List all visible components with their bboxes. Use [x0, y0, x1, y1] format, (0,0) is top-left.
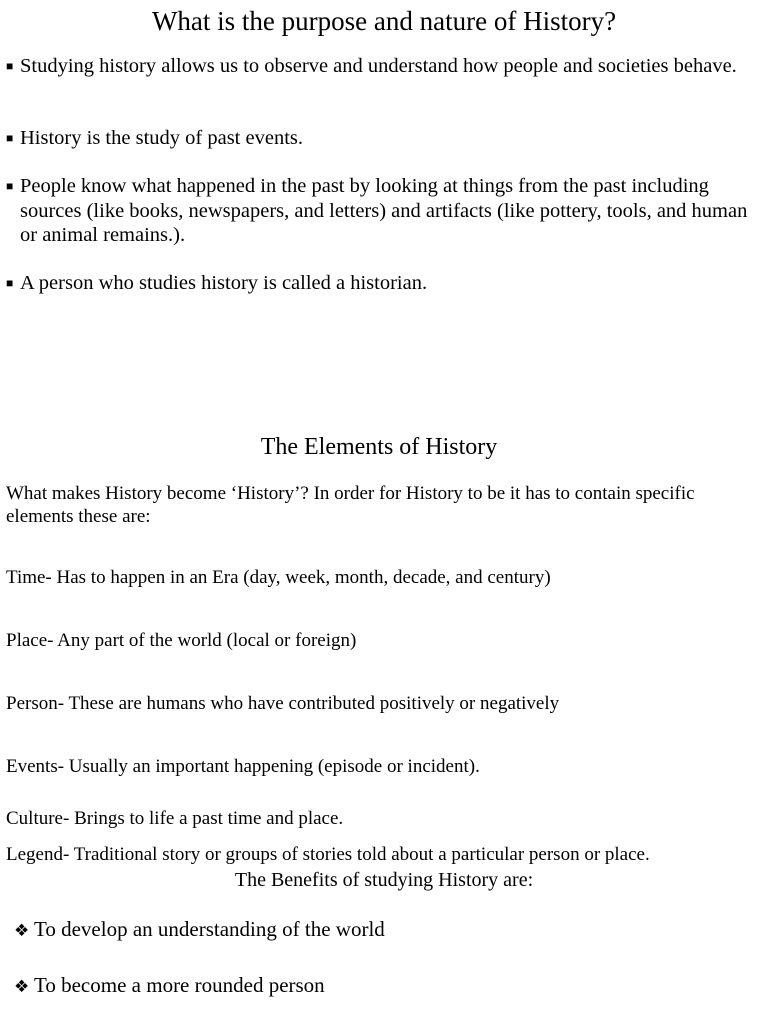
- element-person: Person- These are humans who have contributed positively or negatively: [6, 693, 560, 714]
- element-place: Place- Any part of the world (local or foreign): [6, 630, 357, 651]
- list-item: [6, 174, 756, 248]
- element-events: Events- Usually an important happening (episode or incident).: [6, 756, 480, 777]
- bullet-text: Studying history allows us to observe and understand how people and societies behave.: [20, 55, 737, 77]
- benefit-item: [14, 916, 754, 944]
- square-bullet-icon: ■: [6, 59, 14, 73]
- element-time: Time- Has to happen in an Era (day, week, month, decade, and century): [6, 567, 551, 588]
- element-culture: Culture- Brings to life a past time and place.: [6, 808, 344, 829]
- benefit-item: [14, 972, 754, 1000]
- list-item: [6, 126, 756, 151]
- square-bullet-icon: ■: [6, 131, 14, 145]
- benefit-text: To become a more rounded person: [34, 973, 325, 997]
- element-legend: Legend- Traditional story or groups of stories told about a particular person or place.: [6, 844, 650, 865]
- list-item: [6, 271, 756, 296]
- page-title: What is the purpose and nature of History?: [151, 6, 617, 36]
- diamond-bullet-icon: ❖: [14, 977, 30, 997]
- benefit-text: To develop an understanding of the world: [34, 917, 385, 941]
- bullet-text: People know what happened in the past by looking at things from the past including sources (like books, newspapers, and letters) and artifacts (like pottery, tools, and human or animal remains.).: [20, 175, 748, 246]
- bullet-text: History is the study of past events.: [20, 127, 303, 149]
- square-bullet-icon: ■: [6, 276, 14, 290]
- bullet-text: A person who studies history is called a historian.: [20, 272, 428, 294]
- elements-intro: What makes History become ‘History’? In order for History to be it has to contain specific elements these are:: [6, 483, 695, 527]
- section-title-elements: The Elements of History: [260, 434, 498, 460]
- list-item: [6, 54, 756, 79]
- square-bullet-icon: ■: [6, 179, 14, 193]
- diamond-bullet-icon: ❖: [14, 921, 30, 941]
- section-title-benefits: The Benefits of studying History are:: [234, 869, 534, 891]
